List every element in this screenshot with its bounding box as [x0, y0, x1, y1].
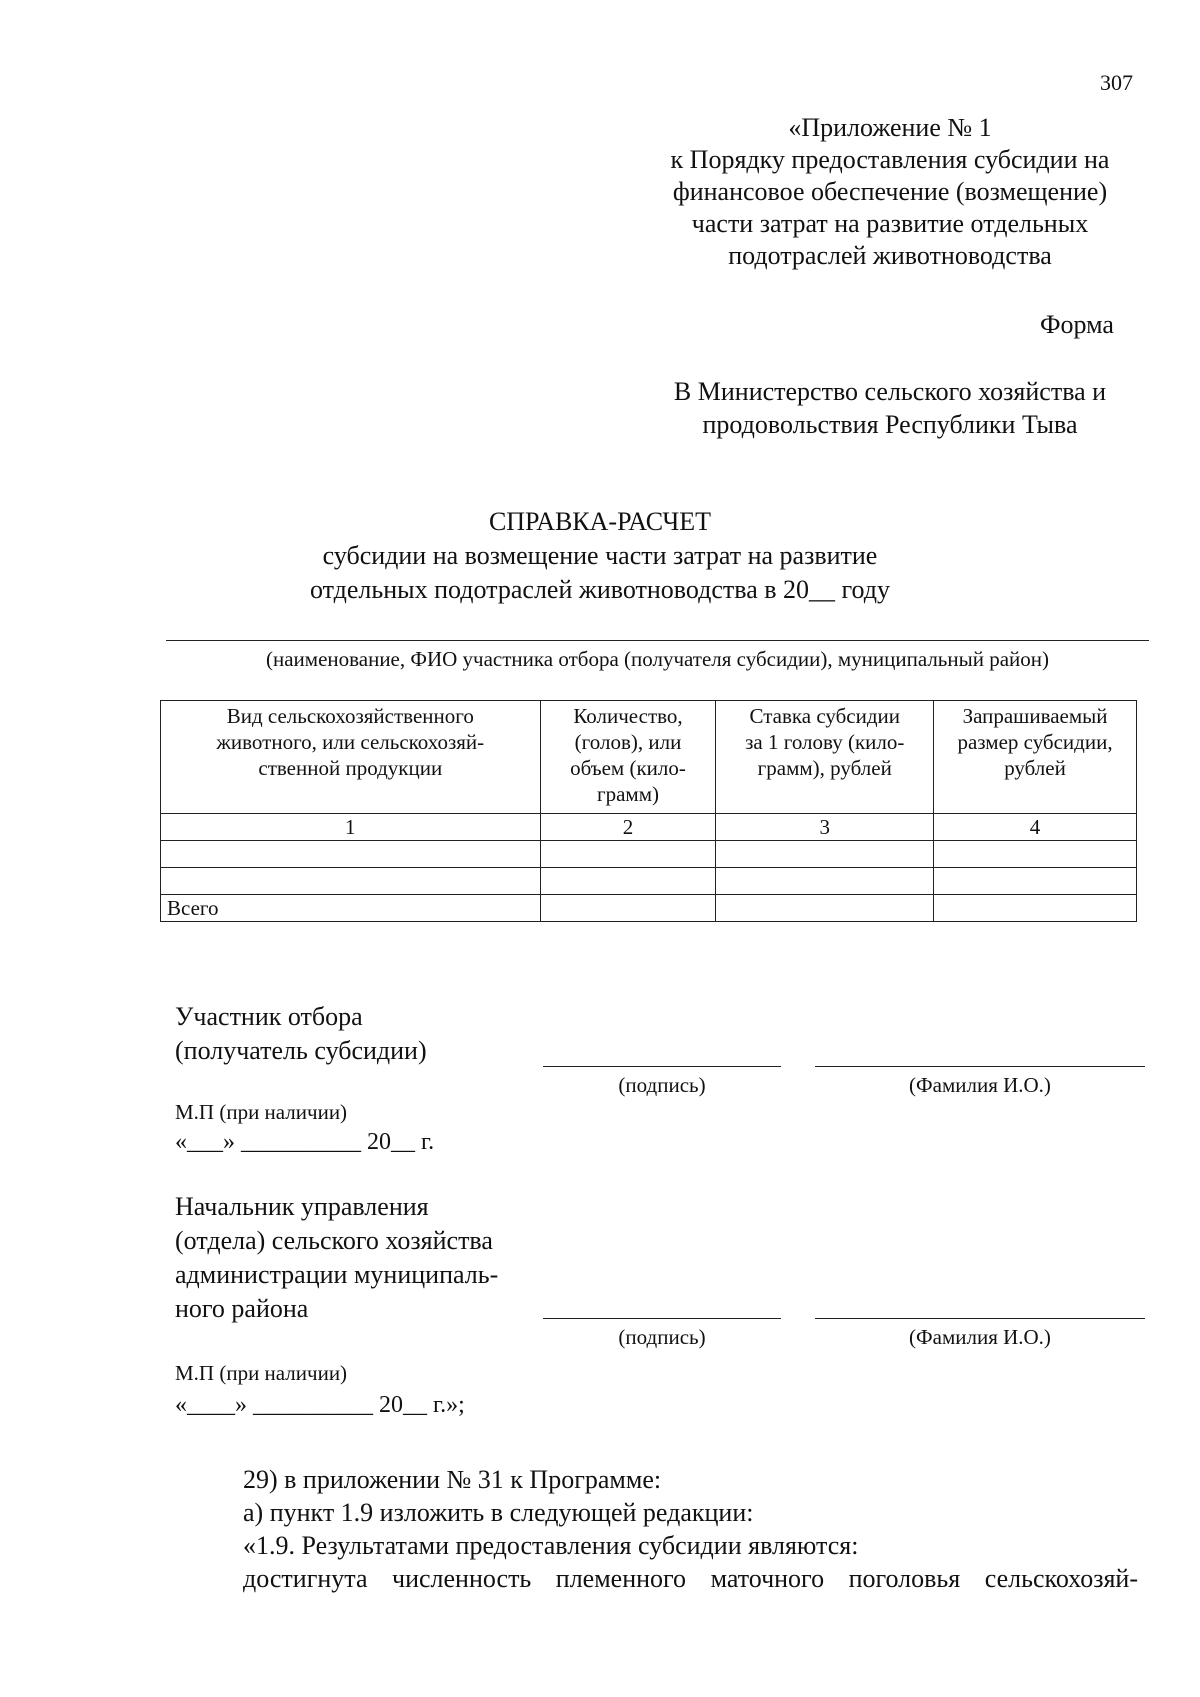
- table-header-row: [161, 701, 1137, 814]
- table-cell[interactable]: [716, 868, 934, 895]
- table-cell[interactable]: [934, 895, 1137, 922]
- amendment-line: «1.9. Результатами предоставления субсидии являются:: [243, 1531, 859, 1560]
- signature-field[interactable]: [543, 1066, 781, 1067]
- table-cell[interactable]: [716, 841, 934, 868]
- header-line: животного, или сельскохозяй-: [216, 730, 485, 754]
- header-line: объем (кило-: [570, 756, 686, 780]
- title-subline: субсидии на возмещение части затрат на развитие: [322, 541, 878, 570]
- date-year: 20__ г.»;: [379, 1392, 465, 1418]
- signature-label-line: Начальник управления: [175, 1192, 429, 1221]
- column-number: 3: [716, 814, 934, 841]
- table-cell[interactable]: [934, 868, 1137, 895]
- form-label: Форма: [1040, 310, 1114, 339]
- appendix-line: «Приложение № 1: [788, 113, 992, 142]
- table-row: [161, 868, 1137, 895]
- date-month[interactable]: __________: [253, 1392, 373, 1418]
- title-subline: отдельных подотраслей животноводства в 20__ году: [309, 575, 891, 604]
- table-cell[interactable]: [716, 895, 934, 922]
- table-row: [161, 841, 1137, 868]
- amendment-text: [243, 1463, 1143, 1595]
- header-line: Ставка субсидии: [749, 704, 900, 728]
- head-signature-label: [175, 1190, 498, 1326]
- table-cell[interactable]: [161, 841, 541, 868]
- header-line: грамм), рублей: [757, 756, 892, 780]
- appendix-line: части затрат на развитие отдельных: [691, 209, 1089, 238]
- recipient-block: [620, 375, 1160, 441]
- table-cell[interactable]: [540, 895, 716, 922]
- date-year: 20__ г.: [367, 1129, 435, 1155]
- appendix-line: финансовое обеспечение (возмещение): [672, 177, 1108, 206]
- signature-label-line: Участник отбора: [175, 1002, 363, 1031]
- header-line: размер субсидии,: [957, 730, 1113, 754]
- date-line: [175, 1392, 465, 1419]
- header-line: грамм): [596, 782, 659, 806]
- seal-label: М.П (при наличии): [175, 1100, 348, 1124]
- participant-signature-label: [175, 1000, 427, 1068]
- table-total-row: [161, 895, 1137, 922]
- recipient-line: продовольствия Республики Тыва: [702, 410, 1078, 439]
- date-day[interactable]: «___»: [175, 1129, 235, 1155]
- date-day[interactable]: «____»: [175, 1392, 247, 1418]
- signature-caption: (подпись): [618, 1073, 706, 1097]
- total-label: Всего: [161, 895, 541, 922]
- name-field[interactable]: [815, 1318, 1145, 1319]
- header-line: за 1 голову (кило-: [745, 730, 905, 754]
- document-title: [150, 505, 1050, 607]
- table-number-row: [161, 814, 1137, 841]
- header-cell: [161, 701, 541, 814]
- signature-label-line: (отдела) сельского хозяйства: [175, 1226, 493, 1255]
- header-line: ственной продукции: [258, 756, 443, 780]
- column-number: 4: [934, 814, 1137, 841]
- amendment-line: достигнута численность племенного маточного поголовья сельскохозяй-: [243, 1564, 1138, 1593]
- calculation-table: [160, 700, 1137, 922]
- seal-label: М.П (при наличии): [175, 1361, 348, 1385]
- table-cell[interactable]: [540, 868, 716, 895]
- header-cell: [716, 701, 934, 814]
- signature-label-line: ного района: [175, 1294, 309, 1323]
- page-number: 307: [1100, 70, 1133, 95]
- date-line: [175, 1129, 434, 1156]
- column-number: 1: [161, 814, 541, 841]
- header-line: рублей: [1004, 756, 1066, 780]
- amendment-line: 29) в приложении № 31 к Программе:: [243, 1465, 662, 1494]
- signature-label-line: администрации муниципаль-: [175, 1260, 499, 1289]
- header-line: Количество,: [573, 704, 683, 728]
- name-field[interactable]: [815, 1066, 1145, 1067]
- appendix-line: подотраслей животноводства: [728, 241, 1052, 270]
- recipient-line: В Министерство сельского хозяйства и: [673, 377, 1107, 406]
- signature-field[interactable]: [543, 1318, 781, 1319]
- header-cell: [540, 701, 716, 814]
- name-caption: (Фамилия И.О.): [909, 1325, 1051, 1349]
- header-cell: [934, 701, 1137, 814]
- header-line: Запрашиваемый: [962, 704, 1108, 728]
- signature-caption: (подпись): [618, 1325, 706, 1349]
- table-cell[interactable]: [934, 841, 1137, 868]
- signature-label-line: (получатель субсидии): [175, 1036, 427, 1065]
- table-cell[interactable]: [161, 868, 541, 895]
- name-caption: (наименование, ФИО участника отбора (получателя субсидии), муниципальный район): [265, 647, 1050, 671]
- amendment-line: а) пункт 1.9 изложить в следующей редакции:: [243, 1498, 754, 1527]
- date-month[interactable]: __________: [241, 1129, 361, 1155]
- appendix-line: к Порядку предоставления субсидии на: [670, 145, 1110, 174]
- header-line: Вид сельскохозяйственного: [226, 704, 474, 728]
- appendix-heading: [620, 112, 1160, 272]
- header-line: (голов), или: [574, 730, 682, 754]
- title-main: СПРАВКА-РАСЧЕТ: [488, 507, 712, 536]
- table-cell[interactable]: [540, 841, 716, 868]
- name-caption: (Фамилия И.О.): [909, 1073, 1051, 1097]
- name-fill-line: [166, 640, 1149, 641]
- column-number: 2: [540, 814, 716, 841]
